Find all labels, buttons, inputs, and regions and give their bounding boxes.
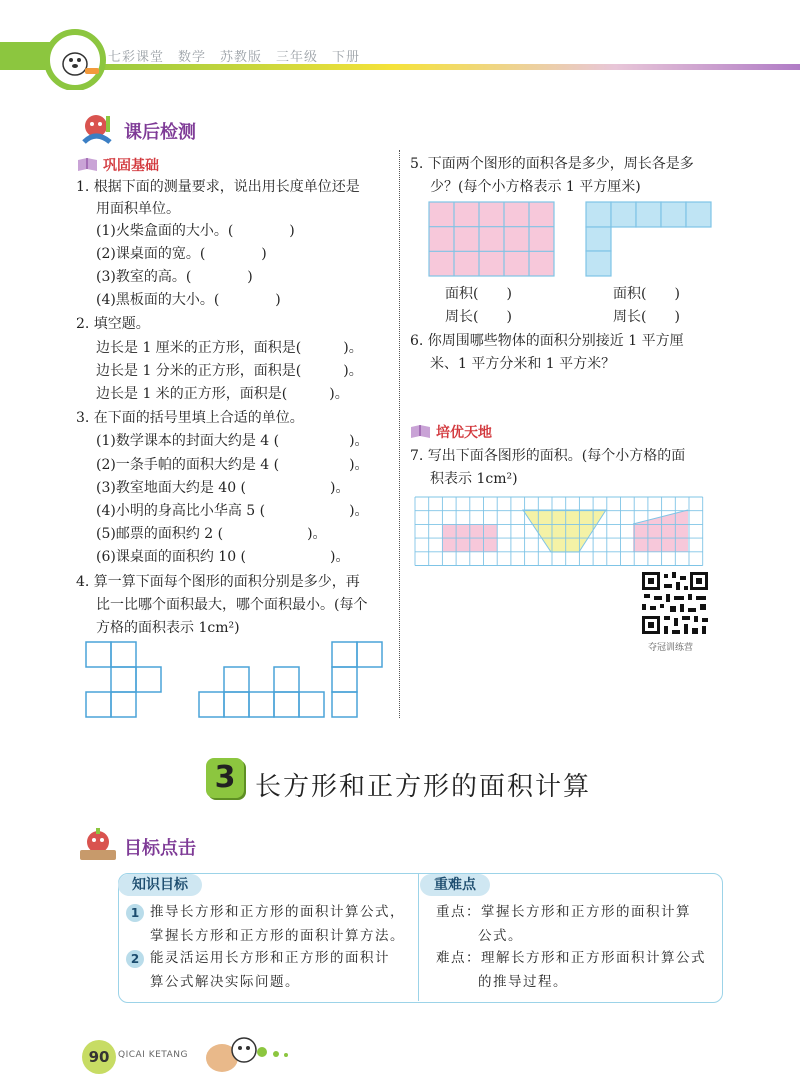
q4-line2: 比一比哪个面积最大，哪个面积最小。(每个 bbox=[96, 597, 368, 613]
q5-line1: 5. 下面两个图形的面积各是多少，周长各是多 bbox=[410, 156, 694, 172]
q5-perimeter-label: 周长( ) bbox=[613, 309, 680, 325]
q2-item: 边长是 1 米的正方形，面积是( )。 bbox=[96, 386, 349, 402]
q5-area-label: 面积( ) bbox=[445, 286, 512, 302]
footer-brand: QICAI KETANG bbox=[118, 1050, 188, 1060]
q4-shapes-figure bbox=[84, 640, 384, 720]
key-point-line: 公式。 bbox=[478, 928, 523, 944]
book-icon bbox=[77, 158, 99, 172]
qr-caption: 夺冠训练营 bbox=[648, 643, 694, 653]
q7-line1: 7. 写出下面各图形的面积。(每个小方格的面 bbox=[410, 448, 686, 464]
q5-blue-l-figure bbox=[585, 201, 713, 277]
q6-line2: 米、1 平方分米和 1 平方米？ bbox=[430, 356, 616, 372]
after-class-mascot-icon bbox=[76, 112, 118, 148]
basics-title: 巩固基础 bbox=[103, 158, 159, 174]
q7-grid-figure bbox=[414, 496, 714, 568]
after-class-title: 课后检测 bbox=[124, 122, 196, 143]
q1-item: (3)教室的高。( ) bbox=[96, 269, 253, 285]
qr-code-icon bbox=[640, 570, 710, 636]
page-number: 90 bbox=[82, 1040, 116, 1074]
q3-item: (3)教室地面大约是 40 ( )。 bbox=[96, 480, 350, 496]
q2-stem: 2. 填空题。 bbox=[76, 316, 150, 332]
q1-item: (4)黑板面的大小。( ) bbox=[96, 292, 281, 308]
q5-perimeter-label: 周长( ) bbox=[445, 309, 512, 325]
header-mascot-icon bbox=[40, 28, 110, 90]
q1-item: (1)火柴盒面的大小。( ) bbox=[96, 223, 295, 239]
knowledge-line: 算公式解决实际问题。 bbox=[150, 974, 300, 990]
knowledge-number: 2 bbox=[126, 950, 144, 968]
knowledge-number: 1 bbox=[126, 904, 144, 922]
key-point-line: 重点：掌握长方形和正方形的面积计算 bbox=[436, 904, 691, 920]
q2-item: 边长是 1 分米的正方形，面积是( )。 bbox=[96, 363, 363, 379]
goals-title: 目标点击 bbox=[124, 838, 196, 859]
q1-stem: 1. 根据下面的测量要求，说出用长度单位还是 bbox=[76, 179, 360, 195]
q5-line2: 少？(每个小方格表示 1 平方厘米) bbox=[430, 179, 641, 195]
knowledge-line: 推导长方形和正方形的面积计算公式， bbox=[150, 904, 405, 920]
chapter-title: 长方形和正方形的面积计算 bbox=[255, 772, 592, 802]
q1-stem2: 用面积单位。 bbox=[96, 201, 180, 217]
q3-item: (4)小明的身高比小华高 5 ( )。 bbox=[96, 503, 369, 519]
key-points-tag: 重难点 bbox=[420, 874, 490, 896]
q6-line1: 6. 你周围哪些物体的面积分别接近 1 平方厘 bbox=[410, 333, 684, 349]
q3-item: (6)课桌面的面积约 10 ( )。 bbox=[96, 549, 350, 565]
chapter-number: 3 bbox=[206, 758, 244, 798]
q5-area-label: 面积( ) bbox=[613, 286, 680, 302]
q2-item: 边长是 1 厘米的正方形，面积是( )。 bbox=[96, 340, 363, 356]
column-divider bbox=[399, 150, 400, 718]
knowledge-line: 掌握长方形和正方形的面积计算方法。 bbox=[150, 928, 405, 944]
q3-item: (5)邮票的面积约 2 ( )。 bbox=[96, 526, 327, 542]
q5-pink-grid-figure bbox=[428, 201, 556, 277]
goals-mascot-icon bbox=[76, 828, 120, 862]
goals-box-divider bbox=[418, 873, 419, 1001]
advanced-title: 培优天地 bbox=[436, 425, 492, 441]
q1-item: (2)课桌面的宽。( ) bbox=[96, 246, 267, 262]
footer-mascot-icon bbox=[200, 1030, 300, 1080]
q3-item: (2)一条手帕的面积大约是 4 ( )。 bbox=[96, 457, 369, 473]
q3-stem: 3. 在下面的括号里填上合适的单位。 bbox=[76, 410, 304, 426]
q7-line2: 积表示 1cm²) bbox=[430, 471, 518, 487]
hard-point-line: 难点：理解长方形和正方形面积计算公式 bbox=[436, 950, 706, 966]
q3-item: (1)数学课本的封面大约是 4 ( )。 bbox=[96, 433, 369, 449]
book-icon bbox=[410, 425, 432, 439]
header-title: 七彩课堂 数学 苏教版 三年级 下册 bbox=[108, 50, 361, 65]
q4-line1: 4. 算一算下面每个图形的面积分别是多少，再 bbox=[76, 574, 360, 590]
hard-point-line: 的推导过程。 bbox=[478, 974, 568, 990]
q4-line3: 方格的面积表示 1cm²) bbox=[96, 620, 240, 636]
knowledge-line: 能灵活运用长方形和正方形的面积计 bbox=[150, 950, 390, 966]
knowledge-goals-tag: 知识目标 bbox=[118, 874, 202, 896]
